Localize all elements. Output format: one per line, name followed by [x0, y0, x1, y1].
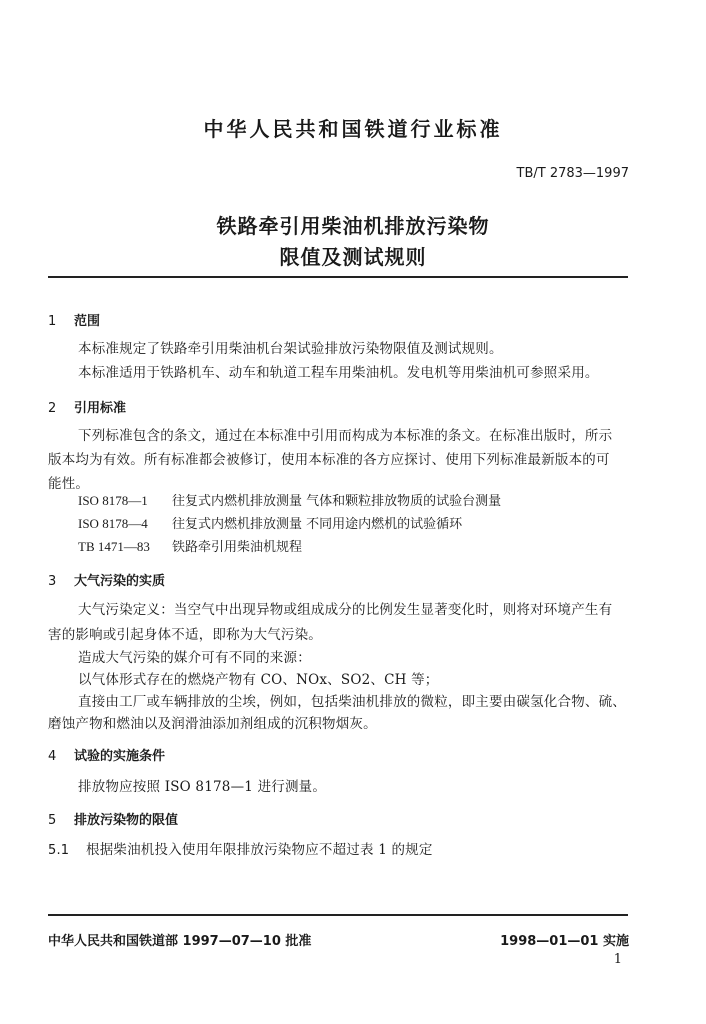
section-number: 3: [48, 574, 57, 589]
s3-paragraph-1-line-1: 大气污染定义：当空气中出现异物或组成成分的比例发生显著变化时，则将对环境产生有: [78, 602, 613, 618]
reference-item: [78, 536, 302, 555]
clause-text: 根据柴油机投入使用年限排放污染物应不超过表 1 的规定: [86, 842, 433, 858]
section-title: 大气污染的实质: [74, 574, 166, 589]
implementation-date: 1998—01—01 实施: [500, 934, 629, 949]
footer-divider: [48, 914, 628, 916]
section-3-heading: [48, 570, 165, 589]
s3-paragraph-2: 造成大气污染的媒介可有不同的来源：: [78, 650, 311, 666]
section-number: 5: [48, 813, 57, 828]
section-title: 排放污染物的限值: [74, 813, 179, 828]
s3-paragraph-4-line-1: 直接由工厂或车辆排放的尘埃，例如，包括柴油机排放的微粒，即主要由碳氢化合物、硫、: [78, 694, 626, 710]
reference-title: 往复式内燃机排放测量 不同用途内燃机的试验循环: [172, 517, 463, 532]
approval-statement: 中华人民共和国铁道部 1997—07—10 批准: [48, 934, 312, 949]
clause-number: 5.1: [48, 843, 70, 858]
s2-paragraph-line-1: 下列标准包含的条文，通过在本标准中引用而构成为本标准的条文。在标准出版时，所示: [78, 428, 613, 444]
reference-item: [78, 513, 462, 532]
title-divider: [48, 276, 628, 278]
document-header: 中华人民共和国铁道行业标准: [203, 117, 503, 141]
s3-paragraph-1-line-2: 害的影响或引起身体不适，即称为大气污染。: [48, 627, 322, 643]
reference-title: 往复式内燃机排放测量 气体和颗粒排放物质的试验台测量: [172, 494, 502, 509]
clause-5-1: [48, 838, 433, 858]
reference-code: TB 1471—83: [78, 539, 150, 554]
reference-title: 铁路牵引用柴油机规程: [172, 540, 303, 555]
s3-paragraph-4-line-2: 磨蚀产物和燃油以及润滑油添加剂组成的沉积物烟灰。: [48, 716, 377, 732]
section-2-heading: [48, 397, 126, 416]
s3-paragraph-3: 以气体形式存在的燃烧产物有 CO、NOx、SO2、CH 等；: [78, 672, 439, 688]
reference-code: ISO 8178—1: [78, 493, 148, 508]
document-title-line1: 铁路牵引用柴油机排放污染物: [216, 214, 490, 238]
reference-code: ISO 8178—4: [78, 516, 148, 531]
standard-number: TB/T 2783—1997: [516, 166, 629, 181]
s4-paragraph-1: 排放物应按照 ISO 8178—1 进行测量。: [78, 779, 327, 795]
s1-paragraph-1: 本标准规定了铁路牵引用柴油机台架试验排放污染物限值及测试规则。: [78, 341, 503, 357]
section-4-heading: [48, 745, 165, 764]
section-title: 试验的实施条件: [74, 749, 166, 764]
s2-paragraph-line-3: 能性。: [48, 476, 90, 492]
s2-paragraph-line-2: 版本均为有效。所有标准都会被修订，使用本标准的各方应探讨、使用下列标准最新版本的可: [48, 452, 610, 468]
section-number: 4: [48, 749, 57, 764]
section-number: 2: [48, 401, 57, 416]
section-1-heading: [48, 310, 100, 329]
section-5-heading: [48, 809, 178, 828]
section-title: 范围: [74, 314, 101, 329]
document-title-line2: 限值及测试规则: [279, 245, 427, 269]
section-title: 引用标准: [74, 401, 127, 416]
reference-item: [78, 490, 501, 509]
section-number: 1: [48, 314, 57, 329]
page-number: 1: [613, 952, 622, 967]
s1-paragraph-2: 本标准适用于铁路机车、动车和轨道工程车用柴油机。发电机等用柴油机可参照采用。: [78, 365, 599, 381]
